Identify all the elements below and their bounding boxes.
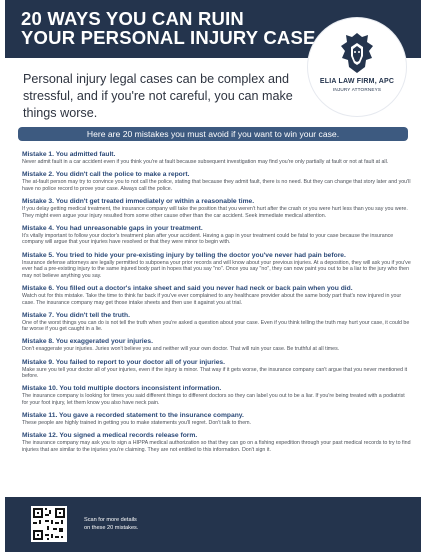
mistake-body: Never admit fault in a car accident even if you think you're at fault because subsequent investigation may find you're only partially at fault or not at fault at all.	[22, 159, 389, 165]
mistake-title: Mistake 6. You filled out a doctor's intake sheet and said you never had neck or back pain when you did.	[22, 284, 353, 292]
firm-logo	[308, 18, 406, 116]
qr-code-graphic	[31, 506, 67, 542]
mistake-body: Don't exaggerate your injuries. Juries won't believe you and neither will your own doctor. That will ruin your case. Be truthful at all times.	[22, 346, 340, 353]
mistake-title: Mistake 1. You admitted fault.	[22, 151, 116, 158]
qr-code-icon[interactable]	[31, 506, 67, 542]
mistake-title: Mistake 2. You didn't call the police to make a report.	[22, 171, 190, 179]
title-line-1: 20 WAYS YOU CAN RUIN	[21, 8, 244, 29]
cta-line-2: on these 20 mistakes.	[84, 525, 139, 531]
mistake-title: Mistake 7. You didn't tell the truth.	[22, 311, 130, 319]
mistake-item	[22, 359, 412, 380]
mistake-item	[22, 151, 412, 166]
title-line-2: YOUR PERSONAL INJURY CASE	[21, 27, 316, 48]
mistakes-list	[22, 151, 412, 459]
mistake-title: Mistake 3. You didn't get treated immediately or within a reasonable time.	[22, 197, 255, 205]
firm-name: ELIA LAW FIRM, APC	[319, 78, 395, 85]
mistake-item	[22, 432, 412, 453]
scan-cta-text	[84, 516, 138, 532]
mistake-body: One of the worst things you can do is not tell the truth when you're asked a question about your case. Even if you think telling the truth may hurt your case, it could be far worse if you get caught in a lie.	[22, 319, 410, 333]
mistake-item	[22, 338, 412, 353]
mistake-body: The insurance company is looking for times you said different things to different doctors so they can label you out to be a liar. If you're being treated with a podiatrist for your foot injury, let them know you also have neck pain.	[22, 393, 405, 407]
mistake-item	[22, 252, 412, 280]
mistake-body: These people are highly trained in getting you to make statements you'll regret. Don't talk to them.	[22, 420, 252, 427]
mistake-title: Mistake 8. You exaggerated your injuries.	[22, 338, 153, 346]
mistake-item	[22, 412, 412, 427]
mistake-body: Make sure you tell your doctor all of your injuries, even if the injury is minor. That way if it gets worse, the insurance company can't argue that you never mentioned it before.	[22, 366, 408, 380]
mistake-body: The insurance company may ask you to sign a HIPPA medical authorization so that they can go on a fishing expedition through your past medical records to try to find injuries that are similar to the injuries you're claiming. They are not entitled to this information. Don't sign it.	[22, 440, 411, 453]
intro-text: Personal injury legal cases can be complex and stressful, and if you're not careful, you can make things worse.	[23, 72, 293, 120]
mistake-item	[22, 285, 412, 306]
cta-line-1: Scan for more details	[84, 517, 137, 523]
footer-bar	[5, 497, 421, 552]
mistake-body: It's vitally important to follow your doctor's treatment plan after your accident. Having a gap in your treatment could be fatal to your case because the insurance company will argue that your injuries have resolved or that they were minor to begin with.	[22, 232, 394, 246]
mistake-item	[22, 171, 412, 192]
mistake-title: Mistake 11. You gave a recorded statement to the insurance company.	[22, 412, 244, 420]
mistakes-banner: Here are 20 mistakes you must avoid if you want to win your case.	[18, 127, 408, 141]
mistake-body: If you delay getting medical treatment, the insurance company will take the position that you weren't hurt after the crash or you were hurt less than you say you were. They might even argue your injury resulted from some other cause other than the car accident. Seek immediate medical attention.	[22, 205, 408, 219]
mistake-title: Mistake 10. You told multiple doctors inconsistent information.	[22, 385, 222, 393]
mistake-title: Mistake 9. You failed to report to your doctor all of your injuries.	[22, 358, 226, 366]
firm-tagline: INJURY ATTORNEYS	[332, 87, 382, 92]
lion-icon	[340, 32, 374, 74]
mistake-body: Insurance defense attorneys are legally permitted to subpoena your prior records and will know about your previous injuries. At a deposition, they will ask you if you've ever had a pre-existing injury to the same injured body part in hopes that you say "no". Once you say "no", they can now paint you out to be a liar to the jury who then may not believe anything you say.	[22, 259, 411, 279]
mistake-title: Mistake 4. You had unreasonable gaps in your treatment.	[22, 224, 203, 232]
flyer-page	[5, 0, 421, 552]
mistake-title: Mistake 12. You signed a medical records release form.	[22, 432, 198, 440]
mistake-body: Watch out for this mistake. Take the time to think far back if you've ever complained to any healthcare provider about the same body part that's now injured in your case. The insurance company may get those intake sheets and then use it against you at trial.	[22, 292, 402, 306]
mistake-title: Mistake 5. You tried to hide your pre-existing injury by telling the doctor you've never had pain before.	[22, 251, 346, 259]
mistake-item	[22, 198, 412, 219]
mistake-body: The at-fault person may try to convince you to not call the police, stating that because they admit fault, there is no need. But they can change that story later and you'll have no police record to prove your case. Always call the police.	[22, 179, 411, 192]
mistake-item	[22, 312, 412, 333]
mistake-item	[22, 225, 412, 246]
mistake-item	[22, 385, 412, 406]
page-title	[21, 9, 316, 47]
